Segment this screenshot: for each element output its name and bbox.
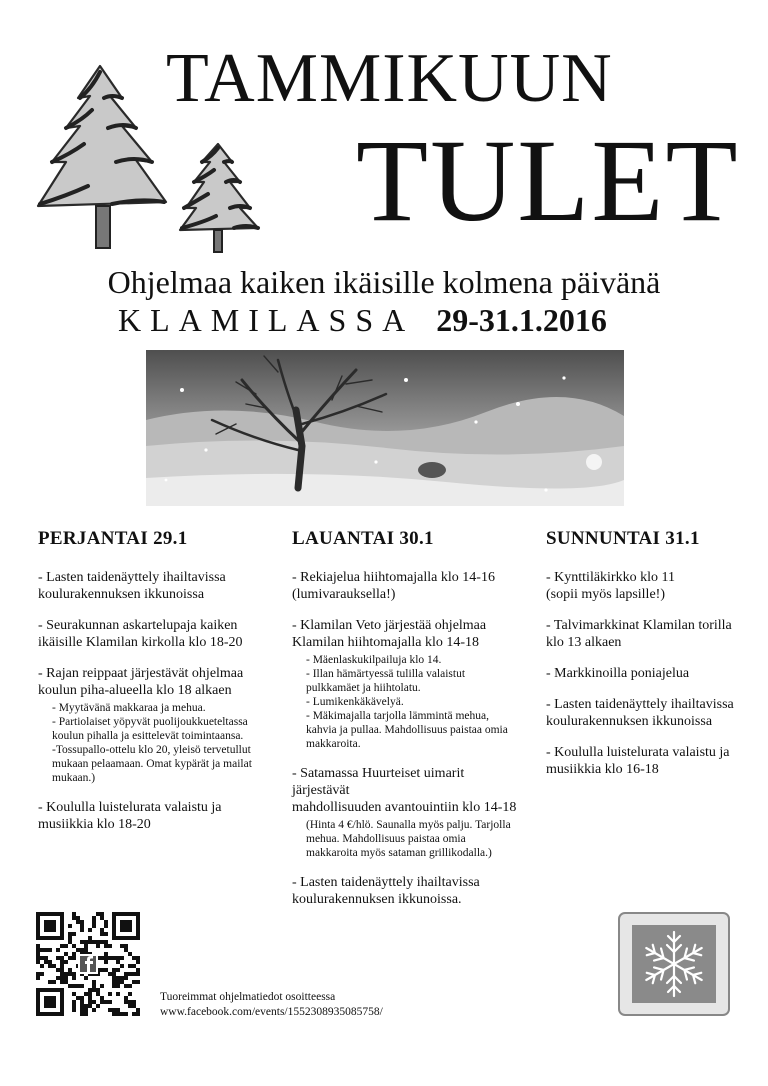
day-column-saturday bbox=[292, 530, 522, 922]
program-item bbox=[292, 617, 522, 751]
program-item-text: - Lasten taidenäyttely ihailtavissa koulurakennuksen ikkunoissa bbox=[546, 697, 734, 729]
program-item bbox=[292, 569, 522, 603]
program-item bbox=[292, 874, 522, 908]
footer-line-1: Tuoreimmat ohjelmatiedot osoitteessa bbox=[160, 991, 336, 1003]
day-heading: SUNNUNTAI 31.1 bbox=[546, 528, 700, 549]
program-item-text: - Rekiajelua hiihtomajalla klo 14-16 (lumivarauksella!) bbox=[292, 570, 495, 602]
title-line-1: TAMMIKUUN bbox=[166, 40, 613, 117]
program-item-text: - Satamassa Huurteiset uimarit järjestävät mahdollisuuden avantouintiin klo 14-18 bbox=[292, 766, 517, 815]
subtitle: Ohjelmaa kaiken ikäisille kolmena päivänä bbox=[107, 264, 661, 300]
footer-info bbox=[160, 990, 383, 1020]
winter-tree-scene bbox=[146, 350, 624, 506]
facebook-icon bbox=[78, 954, 98, 974]
qr-code-icon[interactable] bbox=[36, 912, 140, 1016]
snowflake-icon bbox=[618, 912, 730, 1016]
program-item bbox=[546, 569, 768, 603]
program-item bbox=[38, 665, 268, 785]
program-item-text: - Lasten taidenäyttely ihailtavissa koulurakennuksen ikkunoissa. bbox=[292, 875, 480, 907]
program-item bbox=[292, 765, 522, 860]
program-item-text: - Talvimarkkinat Klamilan torilla klo 13 alkaen bbox=[546, 618, 732, 650]
program-item bbox=[38, 569, 268, 603]
program-item-text: - Koululla luistelurata valaistu ja musiikkia klo 16-18 bbox=[546, 745, 730, 777]
program-item-text: - Markkinoilla poniajelua bbox=[546, 666, 690, 681]
day-heading: PERJANTAI 29.1 bbox=[38, 528, 188, 549]
event-dates: 29-31.1.2016 bbox=[436, 302, 607, 338]
facebook-event-link[interactable]: www.facebook.com/events/1552308935085758/ bbox=[160, 1006, 383, 1018]
place-name: KLAMILASSA bbox=[118, 302, 415, 338]
program-item-text: - Lasten taidenäyttely ihailtavissa koulurakennuksen ikkunoissa bbox=[38, 570, 226, 602]
program-item bbox=[546, 696, 768, 730]
program-item-text: - Seurakunnan askartelupaja kaiken ikäisille Klamilan kirkolla klo 18-20 bbox=[38, 618, 243, 650]
program-item-details: (Hinta 4 €/hlö. Saunalla myös palju. Tarjolla mehua. Mahdollisuus paistaa omia makkaroita myös sataman grillikodalla.) bbox=[306, 819, 511, 859]
program-item bbox=[38, 799, 268, 833]
program-item-details: - Mäenlaskukilpailuja klo 14. - Illan hämärtyessä tulilla valaistut pulkkamäet ja hiihtolatu. - Lumikenkäkävelyä. - Mäkimajalla tarjolla lämmintä mehua, kahvia ja pullaa. Mahdollisuus paistaa omia makkaroita. bbox=[306, 654, 508, 750]
program-item-text: - Koululla luistelurata valaistu ja musiikkia klo 18-20 bbox=[38, 800, 222, 832]
place-date-line bbox=[118, 302, 607, 339]
title-line-2: TULET bbox=[356, 115, 740, 246]
day-column-sunday bbox=[546, 530, 768, 792]
day-column-friday bbox=[38, 530, 268, 847]
program-item bbox=[38, 617, 268, 651]
day-heading: LAUANTAI 30.1 bbox=[292, 528, 434, 549]
program-item-text: - Kynttiläkirkko klo 11 (sopii myös lapsille!) bbox=[546, 570, 675, 602]
program-item-text: - Rajan reippaat järjestävät ohjelmaa koulun piha-alueella klo 18 alkaen bbox=[38, 666, 244, 698]
program-item-details: - Myytävänä makkaraa ja mehua. - Partiolaiset yöpyvät puolijoukkueteltassa koulun pihalla ja esittelevät toimintaansa. -Tossupallo-ottelu klo 20, yleisö tervetullut mukaan pelaamaan. Omat kypärät ja mailat mukaan.) bbox=[52, 702, 252, 784]
program-item bbox=[546, 617, 768, 651]
program-item-text: - Klamilan Veto järjestää ohjelmaa Klamilan hiihtomajalla klo 14-18 bbox=[292, 618, 487, 650]
program-item bbox=[546, 744, 768, 778]
program-item bbox=[546, 665, 768, 682]
